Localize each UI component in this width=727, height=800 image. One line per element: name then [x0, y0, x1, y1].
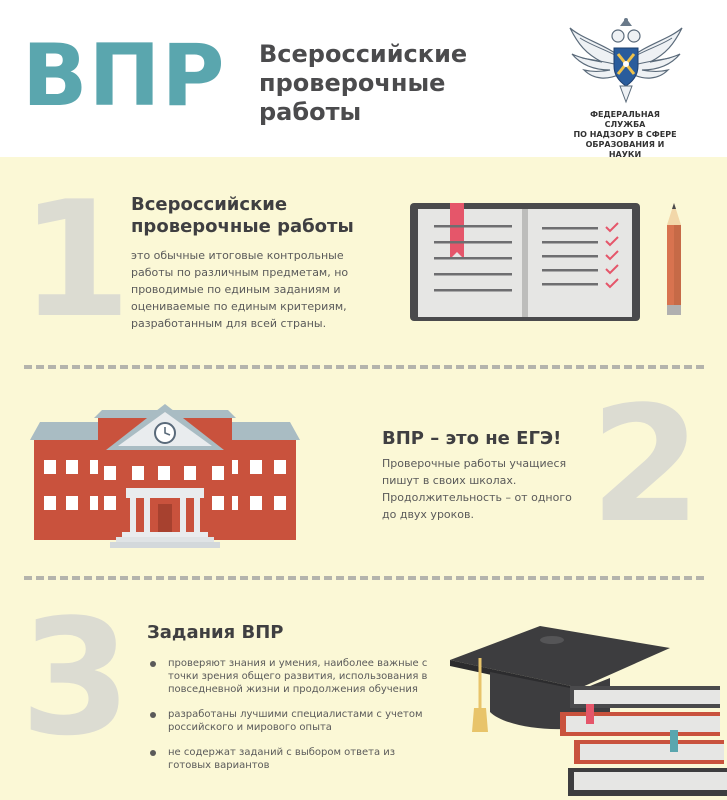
list-item: проверяют знания и умения, наиболее важные с точки зрения общего развития, использования в повседневной жизни и продолжения обучения: [150, 657, 432, 696]
section-2-title: ВПР – это не ЕГЭ!: [382, 428, 562, 449]
list-item: не содержат заданий с выбором ответа из готовых вариантов: [150, 746, 432, 772]
section-2-text: Проверочные работы учащиеся пишут в своих школах. Продолжительность – от одного до двух уроков.: [382, 457, 572, 521]
header: [0, 0, 727, 157]
section-1-text: это обычные итоговые контрольные работы по различным предметам, но проводимые по единым заданиям и оцениваемые по единым критериям, разработанным для всей страны.: [131, 249, 349, 330]
eagle-emblem-icon: [566, 14, 686, 108]
section-number-2: 2: [590, 371, 702, 558]
section-number-1: 1: [20, 166, 132, 353]
school-building-icon: [30, 400, 300, 548]
task-list: [150, 657, 432, 784]
page-title: Всероссийские проверочные работы: [259, 40, 468, 126]
divider: [24, 576, 704, 580]
pencil-icon: [664, 203, 684, 315]
graduation-cap-books-icon: [440, 620, 727, 800]
vpr-logo: ВПР: [22, 26, 226, 126]
section-number-3: 3: [20, 584, 132, 771]
divider: [24, 365, 704, 369]
agency-name: ФЕДЕРАЛЬНАЯ СЛУЖБА ПО НАДЗОРУ В СФЕРЕ ОБРАЗОВАНИЯ И НАУКИ: [573, 110, 677, 159]
section-1-title: Всероссийские проверочные работы: [131, 194, 354, 237]
open-notebook-icon: [410, 203, 640, 321]
list-item: разработаны лучшими специалистами с учетом российского и мирового опыта: [150, 708, 432, 734]
section-3-title: Задания ВПР: [147, 622, 284, 643]
